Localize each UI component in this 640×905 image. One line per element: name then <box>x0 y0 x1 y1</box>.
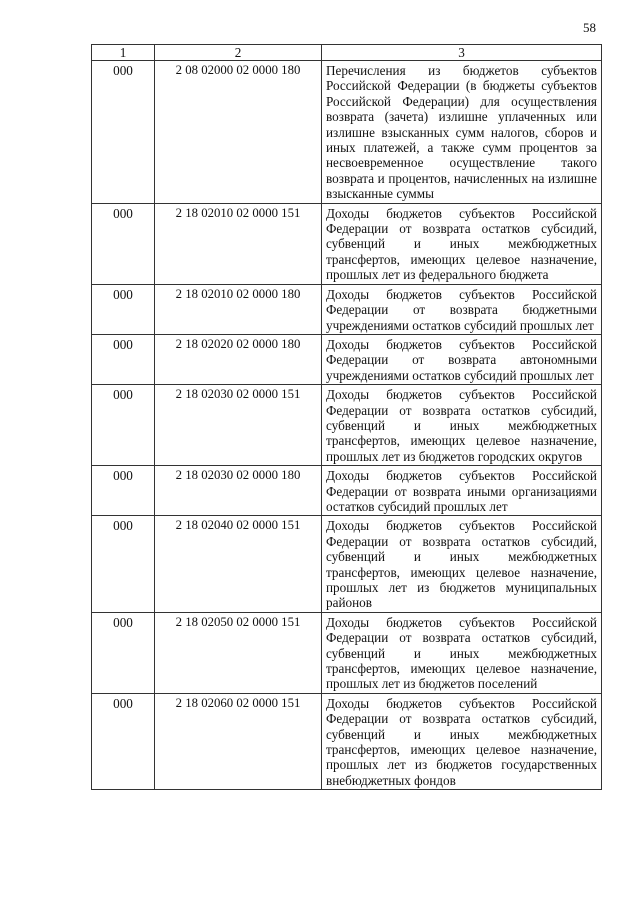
budget-code-cell: 2 18 02030 02 0000 151 <box>155 385 322 466</box>
description-cell: Доходы бюджетов субъектов Российской Федерации от возврата остатков субсидий, субвенций и иных межбюджетных трансфертов, имеющих целевое назначение, прошлых лет из бюджетов городских округов <box>322 385 602 466</box>
budget-code-cell: 2 18 02060 02 0000 151 <box>155 693 322 789</box>
admin-code-cell: 000 <box>92 203 155 284</box>
admin-code-cell: 000 <box>92 466 155 516</box>
column-header-3: 3 <box>322 45 602 61</box>
table-row <box>92 203 602 284</box>
description-cell: Доходы бюджетов субъектов Российской Федерации от возврата остатков субсидий, субвенций и иных межбюджетных трансфертов, имеющих целевое назначение, прошлых лет из федерального бюджета <box>322 203 602 284</box>
table-header-row <box>92 45 602 61</box>
budget-classification-table <box>91 44 602 790</box>
description-cell: Перечисления из бюджетов субъектов Российской Федерации (в бюджеты субъектов Российской Федерации) для осуществления возврата (зачета) излишне уплаченных или излишне взысканных сумм налогов, сборов и иных платежей, а также сумм процентов за несвоевременное осуществление такого возврата и процентов, начисленных на излишне взысканные суммы <box>322 61 602 204</box>
table-row <box>92 466 602 516</box>
table-row <box>92 334 602 384</box>
column-header-1: 1 <box>92 45 155 61</box>
column-header-2: 2 <box>155 45 322 61</box>
table-row <box>92 61 602 204</box>
description-cell: Доходы бюджетов субъектов Российской Федерации от возврата иными организациями остатков субсидий прошлых лет <box>322 466 602 516</box>
admin-code-cell: 000 <box>92 612 155 693</box>
admin-code-cell: 000 <box>92 334 155 384</box>
description-cell: Доходы бюджетов субъектов Российской Федерации от возврата остатков субсидий, субвенций и иных межбюджетных трансфертов, имеющих целевое назначение, прошлых лет из бюджетов государственных внебюджетных фондов <box>322 693 602 789</box>
table-row <box>92 516 602 612</box>
budget-code-cell: 2 18 02010 02 0000 151 <box>155 203 322 284</box>
description-cell: Доходы бюджетов субъектов Российской Федерации от возврата остатков субсидий, субвенций и иных межбюджетных трансфертов, имеющих целевое назначение, прошлых лет из бюджетов муниципальных районов <box>322 516 602 612</box>
description-cell: Доходы бюджетов субъектов Российской Федерации от возврата бюджетными учреждениями остатков субсидий прошлых лет <box>322 284 602 334</box>
budget-code-cell: 2 18 02030 02 0000 180 <box>155 466 322 516</box>
admin-code-cell: 000 <box>92 385 155 466</box>
table-row <box>92 612 602 693</box>
description-cell: Доходы бюджетов субъектов Российской Федерации от возврата автономными учреждениями остатков субсидий прошлых лет <box>322 334 602 384</box>
budget-code-cell: 2 18 02020 02 0000 180 <box>155 334 322 384</box>
admin-code-cell: 000 <box>92 284 155 334</box>
budget-code-cell: 2 18 02040 02 0000 151 <box>155 516 322 612</box>
page-number: 58 <box>583 20 596 35</box>
admin-code-cell: 000 <box>92 61 155 204</box>
admin-code-cell: 000 <box>92 516 155 612</box>
description-cell: Доходы бюджетов субъектов Российской Федерации от возврата остатков субсидий, субвенций и иных межбюджетных трансфертов, имеющих целевое назначение, прошлых лет из бюджетов поселений <box>322 612 602 693</box>
table-row <box>92 284 602 334</box>
table-row <box>92 693 602 789</box>
budget-code-cell: 2 18 02010 02 0000 180 <box>155 284 322 334</box>
budget-code-cell: 2 18 02050 02 0000 151 <box>155 612 322 693</box>
table-row <box>92 385 602 466</box>
budget-code-cell: 2 08 02000 02 0000 180 <box>155 61 322 204</box>
admin-code-cell: 000 <box>92 693 155 789</box>
